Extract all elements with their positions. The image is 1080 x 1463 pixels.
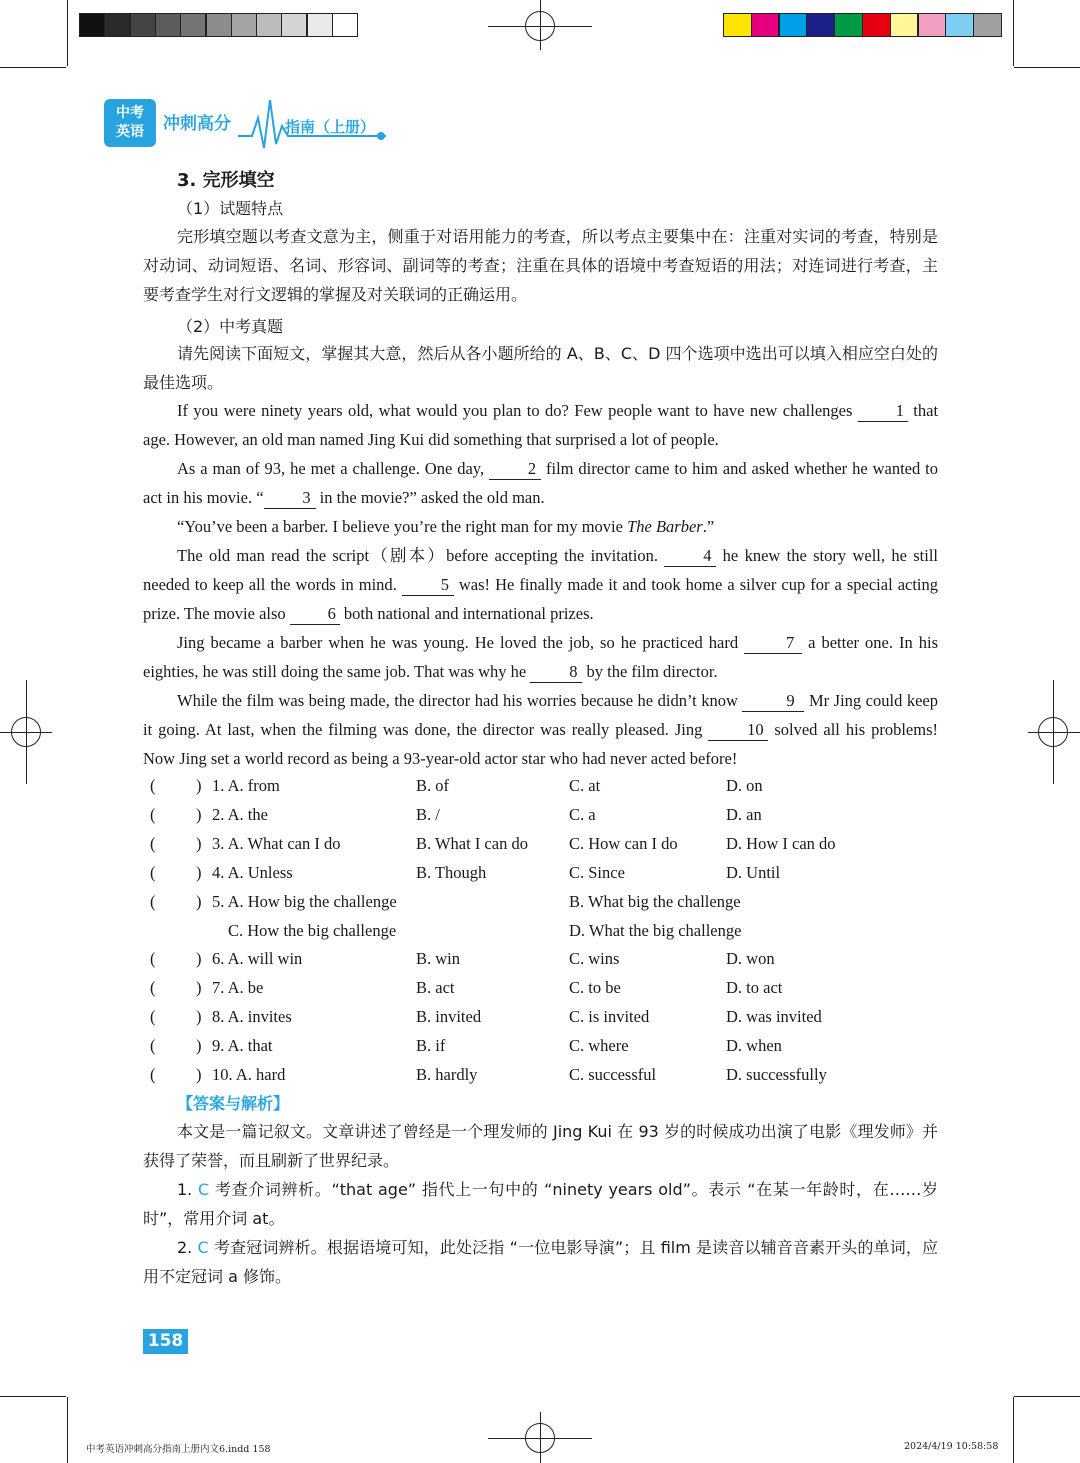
option-a[interactable]: 7. A. be bbox=[212, 978, 264, 998]
answer-2-letter: C bbox=[197, 1238, 209, 1257]
question-row bbox=[150, 800, 930, 829]
option-a[interactable]: 2. A. the bbox=[212, 804, 268, 824]
option-c[interactable]: C. is invited bbox=[569, 1007, 650, 1027]
option-c[interactable]: C. to be bbox=[569, 978, 621, 998]
answer-1: 1. C 考查介词辨析。“that age” 指代上一句中的 “ninety years old”。表示 “在某一年龄时，在……岁时”，常用介词 at。 bbox=[143, 1180, 939, 1228]
blank-10[interactable]: 10 bbox=[708, 720, 768, 741]
registration-mark-left bbox=[11, 717, 41, 747]
option-d[interactable]: D. to act bbox=[726, 978, 783, 998]
blank-4[interactable]: 4 bbox=[664, 546, 716, 567]
option-b[interactable]: B. act bbox=[416, 978, 455, 998]
option-d[interactable]: D. How I can do bbox=[726, 833, 836, 853]
option-a[interactable]: 3. A. What can I do bbox=[212, 833, 341, 853]
color-swatch bbox=[834, 13, 863, 37]
option-b[interactable]: B. Though bbox=[416, 862, 487, 882]
answer-bracket-open[interactable]: ( bbox=[150, 949, 156, 969]
movie-title: The Barber bbox=[627, 517, 703, 536]
answer-bracket-close: ) bbox=[196, 978, 202, 998]
answer-bracket-close: ) bbox=[196, 1007, 202, 1027]
blank-7[interactable]: 7 bbox=[744, 633, 802, 654]
answer-bracket-open[interactable]: ( bbox=[150, 776, 156, 795]
answer-bracket-open[interactable]: ( bbox=[150, 978, 156, 998]
answer-bracket-open[interactable]: ( bbox=[150, 891, 156, 911]
answer-bracket-open[interactable]: ( bbox=[150, 804, 156, 824]
option-c[interactable]: B. What big the challenge bbox=[569, 891, 741, 911]
answer-bracket-open[interactable]: ( bbox=[150, 1007, 156, 1027]
option-c[interactable]: C. How the big challenge bbox=[228, 920, 397, 940]
registration-mark-right bbox=[1038, 717, 1068, 747]
option-c[interactable]: C. at bbox=[569, 776, 601, 795]
question-row bbox=[150, 771, 930, 800]
blank-2[interactable]: 2 bbox=[489, 459, 541, 480]
color-swatch bbox=[890, 13, 919, 37]
question-row bbox=[150, 916, 930, 945]
option-a[interactable]: 1. A. from bbox=[212, 776, 280, 795]
color-swatch bbox=[806, 13, 835, 37]
option-b[interactable]: B. invited bbox=[416, 1007, 482, 1027]
answer-2: 2. C 考查冠词辨析。根据语境可知，此处泛指 “一位电影导演”；且 film 是读音以辅音音素开头的单词，应用不定冠词 a 修饰。 bbox=[143, 1238, 938, 1286]
gray-swatch bbox=[231, 13, 257, 37]
blank-8[interactable]: 8 bbox=[530, 662, 582, 683]
option-b[interactable]: B. if bbox=[416, 1036, 446, 1056]
option-c[interactable]: C. How can I do bbox=[569, 833, 678, 853]
answer-bracket-close: ) bbox=[196, 804, 202, 824]
option-b[interactable]: B. / bbox=[416, 804, 440, 824]
option-c[interactable]: C. wins bbox=[569, 949, 620, 969]
option-d[interactable]: D. Until bbox=[726, 862, 781, 882]
color-swatch bbox=[945, 13, 974, 37]
option-d[interactable]: D. an bbox=[726, 804, 762, 824]
gray-swatch bbox=[281, 13, 307, 37]
option-c[interactable]: C. a bbox=[569, 804, 596, 824]
answer-bracket-open[interactable]: ( bbox=[150, 833, 156, 853]
answer-bracket-open[interactable]: ( bbox=[150, 1036, 156, 1056]
option-c[interactable]: C. Since bbox=[569, 862, 625, 882]
option-c[interactable]: C. where bbox=[569, 1036, 629, 1056]
gray-swatch bbox=[104, 13, 130, 37]
question-row bbox=[150, 829, 930, 858]
gray-swatch bbox=[307, 13, 333, 37]
option-a[interactable]: 9. A. that bbox=[212, 1036, 273, 1056]
option-a[interactable]: 6. A. will win bbox=[212, 949, 303, 969]
answer-bracket-close: ) bbox=[196, 1036, 202, 1056]
color-swatch bbox=[918, 13, 947, 37]
option-d[interactable]: D. successfully bbox=[726, 1065, 827, 1084]
option-b[interactable]: B. win bbox=[416, 949, 461, 969]
question-row bbox=[150, 1060, 930, 1089]
registration-mark-top bbox=[525, 11, 555, 41]
gray-swatch bbox=[155, 13, 181, 37]
registration-mark-bottom bbox=[525, 1423, 555, 1453]
passage-paragraph-3: “You’ve been a barber. I believe you’re the right man for my movie The Barber.” bbox=[177, 517, 715, 536]
option-d[interactable]: D. won bbox=[726, 949, 775, 969]
gray-swatch bbox=[130, 13, 156, 37]
option-b[interactable]: B. hardly bbox=[416, 1065, 478, 1084]
blank-5[interactable]: 5 bbox=[402, 575, 454, 596]
gray-swatch bbox=[206, 13, 232, 37]
question-row bbox=[150, 1031, 930, 1060]
option-a[interactable]: 4. A. Unless bbox=[212, 862, 293, 882]
gray-swatch bbox=[256, 13, 282, 37]
instruction-paragraph: 请先阅读下面短文，掌握其大意，然后从各小题所给的 A、B、C、D 四个选项中选出可以填入相应空白处的最佳选项。 bbox=[143, 344, 938, 392]
answer-bracket-close: ) bbox=[196, 862, 202, 882]
answer-bracket-open[interactable]: ( bbox=[150, 862, 156, 882]
option-a[interactable]: 5. A. How big the challenge bbox=[212, 891, 397, 911]
gray-swatch bbox=[332, 13, 358, 37]
option-d[interactable]: D. was invited bbox=[726, 1007, 822, 1027]
blank-9[interactable]: 9 bbox=[742, 691, 804, 712]
passage-paragraph-4: The old man read the script（剧本）before accepting the invitation. 4 he knew the story well, he still needed to keep all the words in mind. 5 was! He finally made it and took home a silver cup for a special acting prize. The movie also 6 both national and international prizes. bbox=[143, 546, 939, 623]
answers-heading: 【答案与解析】 bbox=[177, 1094, 290, 1113]
color-swatch bbox=[751, 13, 780, 37]
color-swatch bbox=[779, 13, 808, 37]
option-a[interactable]: 10. A. hard bbox=[212, 1065, 286, 1084]
header-badge bbox=[104, 99, 156, 147]
badge-line1: 中考 bbox=[116, 105, 144, 121]
answer-bracket-close: ) bbox=[196, 1065, 202, 1084]
question-row bbox=[150, 944, 930, 973]
answer-bracket-close: ) bbox=[196, 776, 202, 795]
passage-paragraph-5: Jing became a barber when he was young. He loved the job, so he practiced hard 7 a better one. In his eighties, he was still doing the same job. That was why he 8 by the film director. bbox=[143, 633, 939, 681]
question-row bbox=[150, 1002, 930, 1031]
answer-bracket-close: ) bbox=[196, 833, 202, 853]
footer-datetime: 2024/4/19 10:58:58 bbox=[904, 1441, 999, 1452]
question-row bbox=[150, 973, 930, 1002]
color-swatch bbox=[973, 13, 1002, 37]
badge-line2: 英语 bbox=[116, 124, 144, 140]
page-number: 158 bbox=[143, 1329, 188, 1354]
section-title: 3. 完形填空 bbox=[177, 170, 275, 191]
intro-paragraph: 完形填空题以考查文意为主，侧重于对语用能力的考查，所以考点主要集中在：注重对实词的考查，特别是对动词、动词短语、名词、形容词、副词等的考查；注重在具体的语境中考查短语的用法；对连词进行考查，主要考查学生对行文逻辑的掌握及对关联词的正确运用。 bbox=[143, 227, 938, 304]
passage-paragraph-1: If you were ninety years old, what would you plan to do? Few people want to have new challenges 1 that age. However, an old man named Jing Kui did something that surprised a lot of people. bbox=[143, 401, 939, 449]
answer-bracket-open[interactable]: ( bbox=[150, 1065, 156, 1084]
option-d[interactable]: D. when bbox=[726, 1036, 782, 1056]
passage-paragraph-6: While the film was being made, the director had his worries because he didn’t know 9 Mr Jing could keep it going. At last, when the filming was done, the director was really pleased. Jing 10 solved all his problems! Now Jing set a world record as being a 93-year-old actor star who had never acted before! bbox=[143, 691, 938, 768]
option-b[interactable]: B. What I can do bbox=[416, 833, 528, 853]
answers-summary: 本文是一篇记叙文。文章讲述了曾经是一个理发师的 Jing Kui 在 93 岁的时候成功出演了电影《理发师》并获得了荣誉，而且刷新了世界纪录。 bbox=[143, 1122, 938, 1170]
gray-swatch bbox=[180, 13, 206, 37]
blank-1[interactable]: 1 bbox=[858, 401, 908, 422]
question-row bbox=[150, 887, 930, 916]
subheading-real-exam: （2）中考真题 bbox=[177, 317, 284, 336]
answer-1-letter: C bbox=[198, 1180, 210, 1199]
color-swatch bbox=[723, 13, 752, 37]
gray-swatch bbox=[79, 13, 105, 37]
blank-3[interactable]: 3 bbox=[264, 488, 316, 509]
header-subtitle: 指南（上册） bbox=[285, 118, 376, 136]
color-swatch bbox=[862, 13, 891, 37]
answer-bracket-close: ) bbox=[196, 891, 202, 911]
option-b[interactable]: B. of bbox=[416, 776, 449, 795]
header-title: 冲刺高分 bbox=[163, 114, 231, 134]
question-row bbox=[150, 858, 930, 887]
option-a[interactable]: 8. A. invites bbox=[212, 1007, 292, 1027]
subheading-features: （1）试题特点 bbox=[177, 199, 284, 218]
blank-6[interactable]: 6 bbox=[290, 604, 340, 625]
option-c[interactable]: D. What the big challenge bbox=[569, 920, 742, 940]
passage-paragraph-2: As a man of 93, he met a challenge. One day, 2 film director came to him and asked whether he wanted to act in his movie. “ 3 in the movie?” asked the old man. bbox=[143, 459, 939, 507]
option-c[interactable]: C. successful bbox=[569, 1065, 657, 1084]
footer-file: 中考英语冲刺高分指南上册内文6.indd 158 bbox=[86, 1444, 271, 1455]
answer-bracket-close: ) bbox=[196, 949, 202, 969]
option-d[interactable]: D. on bbox=[726, 776, 763, 795]
